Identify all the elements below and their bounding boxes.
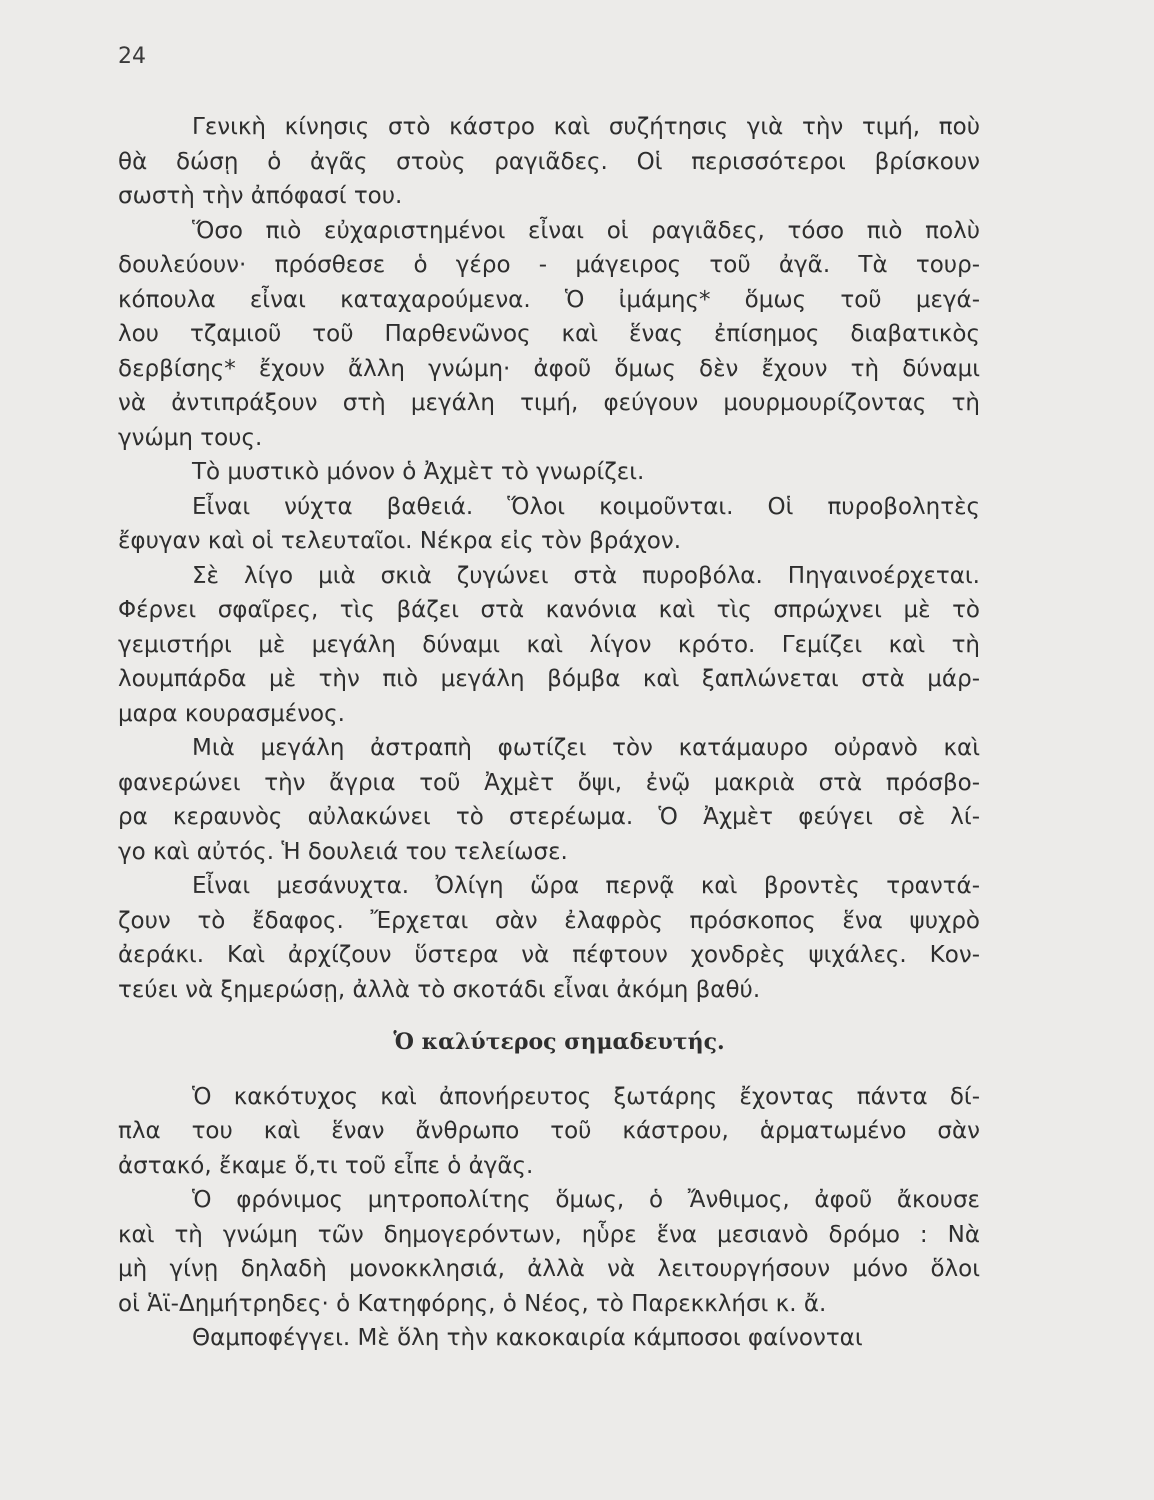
page-number: 24 <box>118 44 146 69</box>
text-line: Τὸ μυστικὸ μόνον ὁ Ἀχμὲτ τὸ γνωρίζει. <box>192 459 645 485</box>
text-line: μαρα κουρασμένος. <box>118 700 345 727</box>
text-line: θὰ δώσῃ ὁ ἀγᾶς στοὺς ραγιᾶδες. Οἱ περισσότεροι βρίσκουν <box>118 148 980 175</box>
text-line: κόπουλα εἶναι καταχαρούμενα. Ὁ ἰμάμης* ὅμως τοῦ μεγά- <box>118 286 980 313</box>
text-line: γεμιστήρι μὲ μεγάλη δύναμι καὶ λίγον κρότο. Γεμίζει καὶ τὴ <box>118 631 980 658</box>
body-text <box>118 110 980 1356</box>
marksman-paragraph <box>118 1183 980 1321</box>
section-best-marksman <box>118 1080 980 1356</box>
text-line: Θαμποφέγγει. Μὲ ὅλη τὴν κακοκαιρία κάμποσοι φαίνονται <box>192 1325 863 1351</box>
text-line: Μιὰ μεγάλη ἀστραπὴ φωτίζει τὸν κατάμαυρο οὐρανὸ καὶ <box>192 735 980 761</box>
section-heading: Ὁ καλύτερος σημαδευτής. <box>393 1029 725 1055</box>
text-line: λουμπάρδα μὲ τὴν πιὸ μεγάλη βόμβα καὶ ξαπλώνεται στὰ μάρ- <box>118 666 980 692</box>
text-line: μὴ γίνῃ δηλαδὴ μονοκκλησιά, ἀλλὰ νὰ λειτουργήσουν μόνο ὅλοι <box>118 1256 980 1282</box>
section-main-narrative <box>118 110 980 1007</box>
narrative-paragraph <box>118 110 980 214</box>
text-line: Ὅσο πιὸ εὐχαριστημένοι εἶναι οἱ ραγιᾶδες, τόσο πιὸ πολὺ <box>192 217 980 244</box>
text-line: ἀεράκι. Καὶ ἀρχίζουν ὕστερα νὰ πέφτουν χονδρὲς ψιχάλες. Κον- <box>118 942 980 968</box>
text-line: λου τζαμιοῦ τοῦ Παρθενῶνος καὶ ἕνας ἐπίσημος διαβατικὸς <box>118 321 980 347</box>
text-line: Εἶναι νύχτα βαθειά. Ὅλοι κοιμοῦνται. Οἱ πυροβολητὲς <box>192 493 980 520</box>
narrative-paragraph <box>118 731 980 869</box>
text-line: ἔφυγαν καὶ οἱ τελευταῖοι. Νέκρα εἰς τὸν βράχον. <box>118 528 682 554</box>
text-line: καὶ τὴ γνώμη τῶν δημογερόντων, ηὗρε ἕνα μεσιανὸ δρόμο : Νὰ <box>118 1221 980 1248</box>
text-line: ἀστακό, ἔκαμε ὅ,τι τοῦ εἶπε ὁ ἀγᾶς. <box>118 1152 534 1179</box>
text-line: σωστὴ τὴν ἀπόφασί του. <box>118 183 403 209</box>
text-line: Ὁ κακότυχος καὶ ἀπονήρευτος ξωτάρης ἔχοντας πάντα δί- <box>192 1083 980 1110</box>
text-line: Ὁ φρόνιμος μητροπολίτης ὅμως, ὁ Ἄνθιμος, ἀφοῦ ἄκουσε <box>192 1187 980 1213</box>
text-line: Σὲ λίγο μιὰ σκιὰ ζυγώνει στὰ πυροβόλα. Πηγαινοέρχεται. <box>192 562 980 589</box>
narrative-paragraph <box>118 455 980 490</box>
narrative-paragraph <box>118 869 980 1007</box>
narrative-paragraph <box>118 490 980 559</box>
text-line: δουλεύουν· πρόσθεσε ὁ γέρο - μάγειρος τοῦ ἀγᾶ. Τὰ τουρ- <box>118 252 980 278</box>
text-line: φανερώνει τὴν ἄγρια τοῦ Ἀχμὲτ ὄψι, ἐνῷ μακριὰ στὰ πρόσβο- <box>118 769 980 796</box>
text-line: Εἶναι μεσάνυχτα. Ὀλίγη ὥρα περνᾷ καὶ βροντὲς τραντά- <box>192 873 980 899</box>
text-line: γο καὶ αὐτός. Ἡ δουλειά του τελείωσε. <box>118 838 568 865</box>
narrative-paragraph <box>118 214 980 456</box>
text-line: οἱ Ἁϊ-Δημήτρηδες· ὁ Κατηφόρης, ὁ Νέος, τὸ Παρεκκλήσι κ. ἄ. <box>118 1290 827 1317</box>
marksman-paragraph <box>118 1321 980 1356</box>
text-line: γνώμη τους. <box>118 424 263 451</box>
marksman-paragraph <box>118 1080 980 1184</box>
text-line: πλα του καὶ ἕναν ἄνθρωπο τοῦ κάστρου, ἁρματωμένο σὰν <box>118 1118 980 1144</box>
text-line: νὰ ἀντιπράξουν στὴ μεγάλη τιμή, φεύγουν μουρμουρίζοντας τὴ <box>118 390 980 416</box>
text-line: ζουν τὸ ἔδαφος. Ἔρχεται σὰν ἐλαφρὸς πρόσκοπος ἕνα ψυχρὸ <box>118 907 980 934</box>
text-line: δερβίσης* ἔχουν ἄλλη γνώμη· ἀφοῦ ὅμως δὲν ἔχουν τὴ δύναμι <box>118 355 980 382</box>
text-line: τεύει νὰ ξημερώσῃ, ἀλλὰ τὸ σκοτάδι εἶναι ἀκόμη βαθύ. <box>118 976 761 1003</box>
narrative-paragraph <box>118 559 980 732</box>
text-line: ρα κεραυνὸς αὐλακώνει τὸ στερέωμα. Ὁ Ἀχμὲτ φεύγει σὲ λί- <box>118 804 980 830</box>
text-line: Γενικὴ κίνησις στὸ κάστρο καὶ συζήτησις γιὰ τὴν τιμή, ποὺ <box>192 114 980 140</box>
text-line: Φέρνει σφαῖρες, τὶς βάζει στὰ κανόνια καὶ τὶς σπρώχνει μὲ τὸ <box>118 597 980 623</box>
